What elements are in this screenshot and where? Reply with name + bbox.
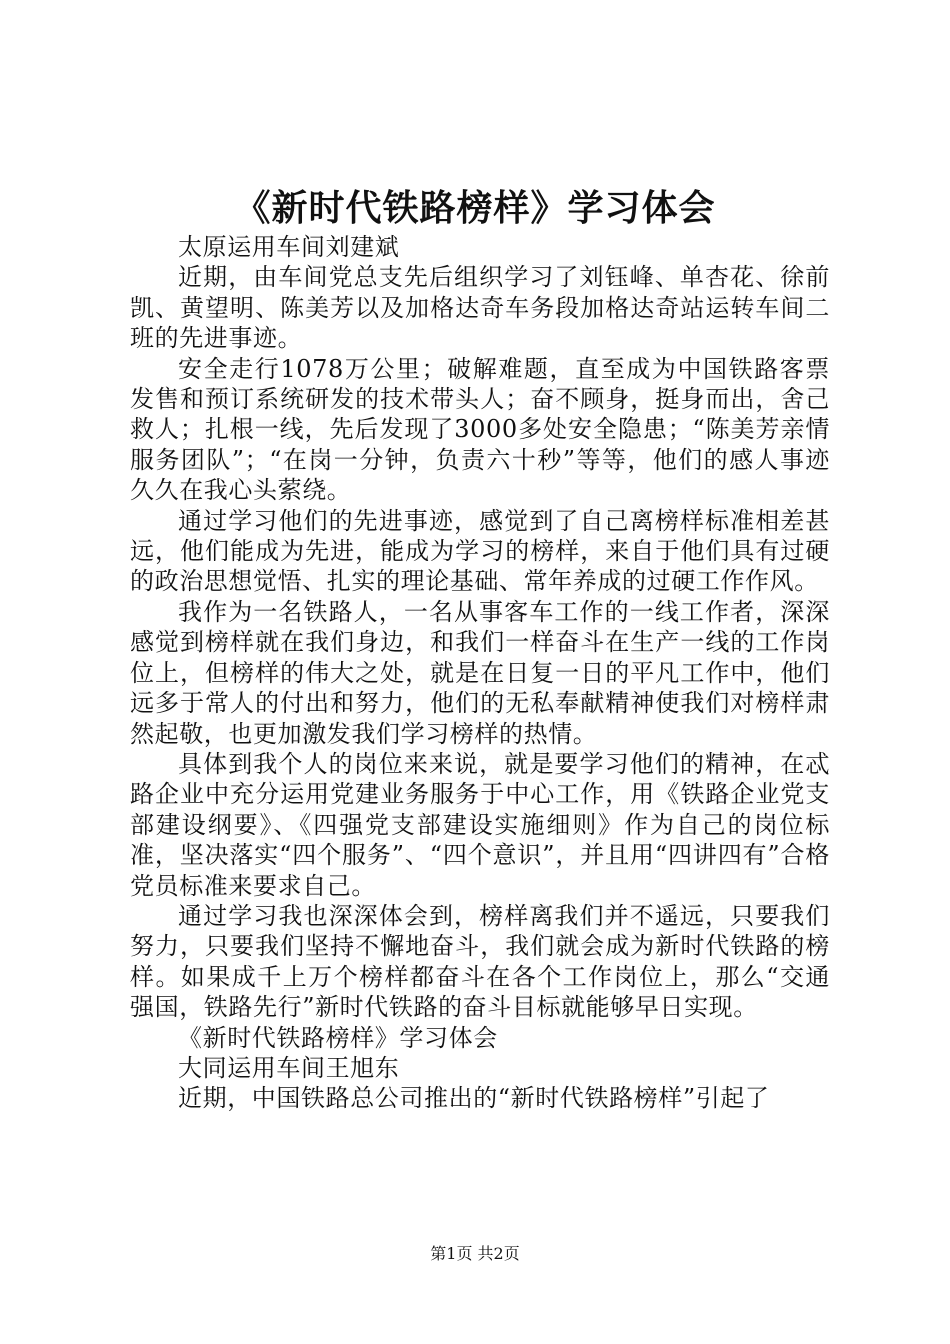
document-body <box>130 232 830 1114</box>
second-article-title: 《新时代铁路榜样》学习体会 <box>178 1023 498 1052</box>
body-paragraph: 安全走行1078万公里；破解难题，直至成为中国铁路客票发售和预订系统研发的技术带头人；奋不顾身，挺身而出，舍己救人；扎根一线，先后发现了3000多处安全隐患；“陈美芳亲情服务团队”；“在岗一分钟，负责六十秒”等等，他们的感人事迹久久在我心头萦绕。 <box>130 354 830 505</box>
body-paragraph: 近期，中国铁路总公司推出的“新时代铁路榜样”引起了 <box>178 1084 770 1113</box>
author-line: 太原运用车间刘建斌 <box>178 233 400 261</box>
body-paragraph: 通过学习我也深深体会到，榜样离我们并不遥远，只要我们努力，只要我们坚持不懈地奋斗，我们就会成为新时代铁路的榜样。如果成千上万个榜样都奋斗在各个工作岗位上，那么“交通强国，铁路先行”新时代铁路的奋斗目标就能够早日实现。 <box>130 901 830 1022</box>
body-paragraph: 我作为一名铁路人，一名从事客车工作的一线工作者，深深感觉到榜样就在我们身边，和我们一样奋斗在生产一线的工作岗位上，但榜样的伟大之处，就是在日复一日的平凡工作中，他们远多于常人的付出和努力，他们的无私奉献精神使我们对榜样肃然起敬，也更加激发我们学习榜样的热情。 <box>130 597 830 748</box>
second-author-line: 大同运用车间王旭东 <box>178 1053 400 1082</box>
document-title: 《新时代铁路榜样》学习体会 <box>234 187 716 229</box>
body-paragraph: 近期，由车间党总支先后组织学习了刘钰峰、单杏花、徐前凯、黄望明、陈美芳以及加格达奇车务段加格达奇站运转车间二班的先进事迹。 <box>130 263 830 353</box>
body-paragraph: 通过学习他们的先进事迹，感觉到了自己离榜样标准相差甚远，他们能成为先进，能成为学习的榜样，来自于他们具有过硬的政治思想觉悟、扎实的理论基础、常年养成的过硬工作作风。 <box>130 506 830 596</box>
body-paragraph: 具体到我个人的岗位来来说，就是要学习他们的精神，在忒路企业中充分运用党建业务服务于中心工作，用《铁路企业党支部建设纲要》、《四强党支部建设实施细则》作为自己的岗位标准，坚决落实“四个服务”、“四个意识”，并且用“四讲四有”合格党员标准来要求自己。 <box>130 749 830 900</box>
page-footer: 第1页 共2页 <box>430 1244 520 1263</box>
